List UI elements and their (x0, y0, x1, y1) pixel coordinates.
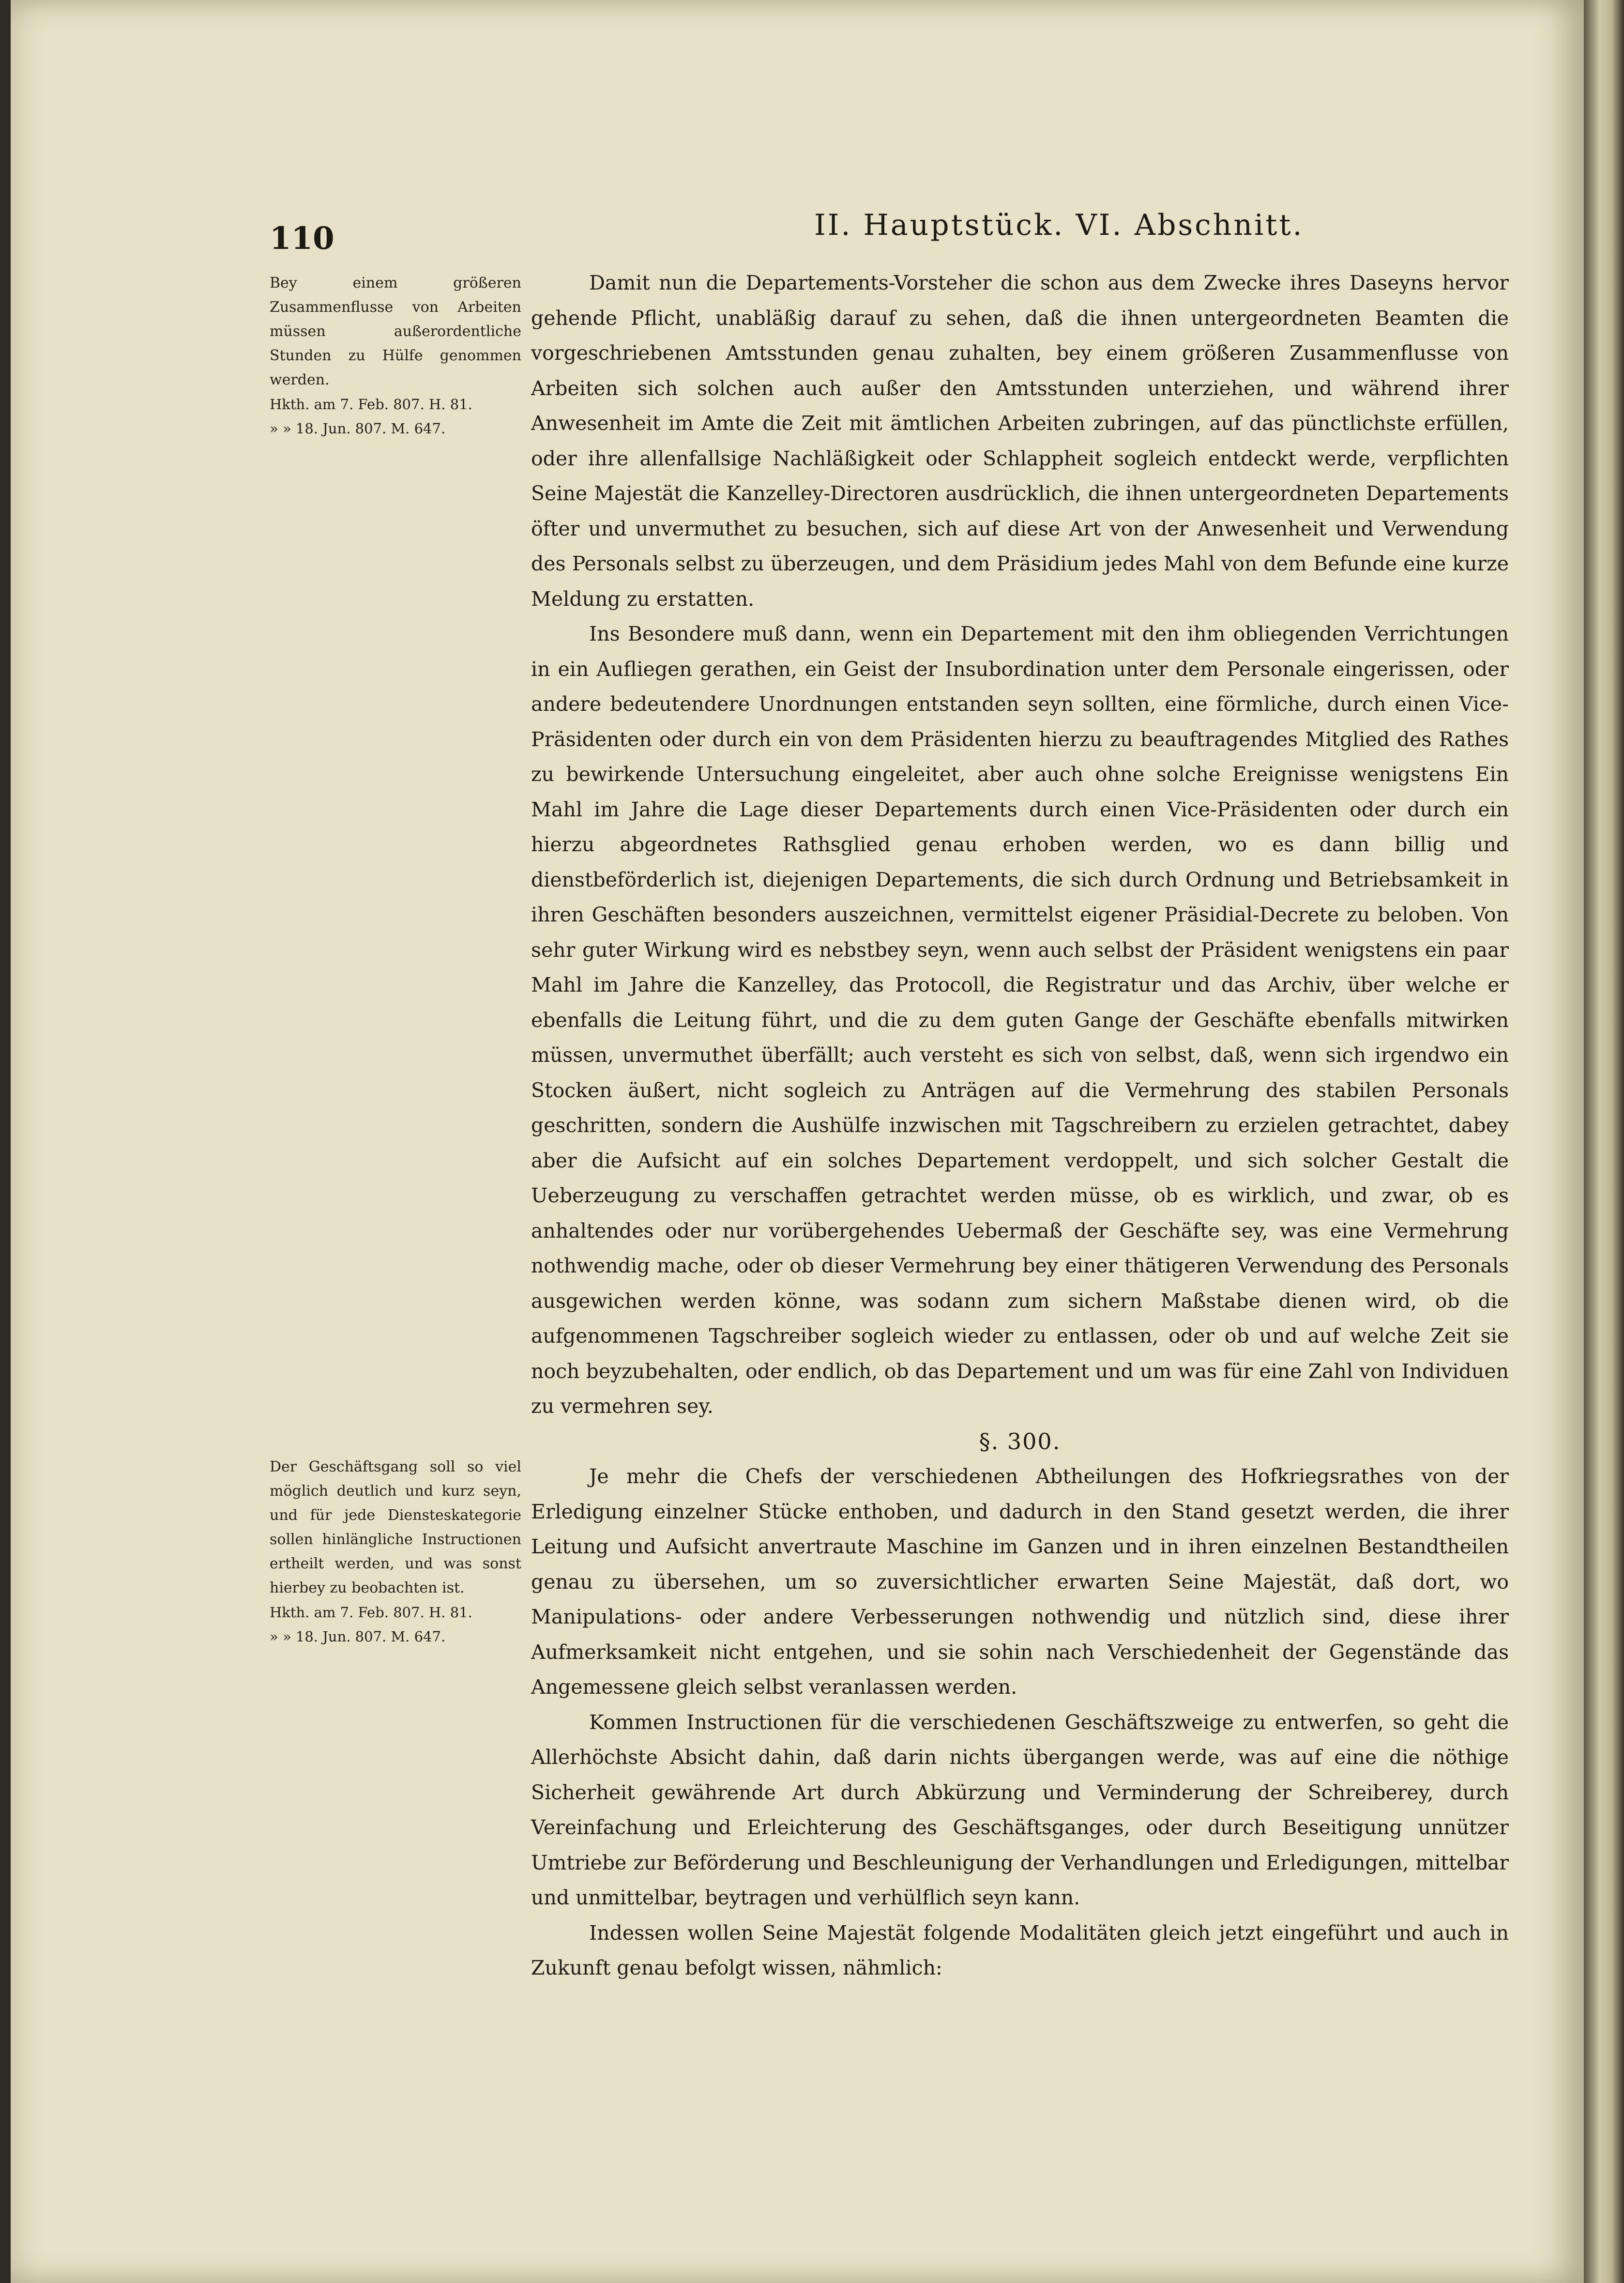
paragraph: Indessen wollen Seine Majestät folgende Modalitäten gleich jetzt eingeführt und auch in Zukunft genau befolgt wissen, nähmlich: (531, 1921, 1509, 1979)
margin-note-text: Der Geschäftsgang soll so viel möglich deutlich und kurz seyn, und für jede Diensteskategorie sollen hinlängliche Instructionen ertheilt werden, und was sonst hierbey zu beobachten ist. (270, 1458, 521, 1596)
margin-note-reference: Hkth. am 7. Feb. 807. H. 81. (270, 1604, 472, 1621)
book-spine-edge (1584, 0, 1624, 2283)
margin-note-overtime (270, 271, 521, 441)
margin-note-reference: » » 18. Jun. 807. M. 647. (270, 420, 446, 437)
paragraph: Je mehr die Chefs der verschiedenen Abtheilungen des Hofkriegsrathes von der Erledigung einzelner Stücke enthoben, und dadurch in den Stand gesetzt werden, die ihrer Leitung und Aufsicht anvertraute Maschine im Ganzen und in ihren einzelnen Bestandtheilen genau zu übersehen, um so zuversichtlicher erwarten Seine Majestät, daß dort, wo Manipulations- oder andere Verbesserungen nothwendig und nützlich sind, diese ihrer Aufmerksamkeit nicht entgehen, und sie sohin nach Verschiedenheit der Gegenstände das Angemessene gleich selbst veranlassen werden. (531, 1465, 1509, 1699)
running-head: II. Hauptstück. VI. Abschnitt. (814, 208, 1304, 242)
margin-note-reference: » » 18. Jun. 807. M. 647. (270, 1628, 446, 1645)
book-page (11, 0, 1584, 2283)
margin-note-text: Bey einem größeren Zusammenflusse von Arbeiten müssen außerordentliche Stunden zu Hülfe genommen werden. (270, 275, 521, 388)
paragraph: Kommen Instructionen für die verschiedenen Geschäftszweige zu entwerfen, so geht die Allerhöchste Absicht dahin, daß darin nichts übergangen werde, was auf eine die nöthige Sicherheit gewährende Art durch Abkürzung und Verminderung der Schreiberey, durch Vereinfachung und Erleichterung des Geschäftsganges, oder durch Beseitigung unnützer Umtriebe zur Beförderung und Beschleunigung der Verhandlungen und Erledigungen, mittelbar und unmittelbar, beytragen und verhülflich seyn kann. (531, 1710, 1509, 1909)
page-number: 110 (270, 220, 334, 257)
main-text (531, 265, 1509, 1986)
paragraph: Damit nun die Departements-Vorsteher die schon aus dem Zwecke ihres Daseyns hervor gehende Pflicht, unabläßig darauf zu sehen, daß die ihnen untergeordneten Beamten die vorgeschriebenen Amtsstunden genau zuhalten, bey einem größeren Zusammenflusse von Arbeiten sich solchen auch außer den Amtsstunden unterziehen, und während ihrer Anwesenheit im Amte die Zeit mit ämtlichen Arbeiten zubringen, auf das pünctlichste erfüllen, oder ihre allenfallsige Nachläßigkeit oder Schlappheit sogleich entdeckt werde, verpflichten Seine Majestät die Kanzelley-Directoren ausdrücklich, die ihnen untergeordneten Departements öfter und unvermuthet zu besuchen, sich auf diese Art von der Anwesenheit und Verwendung des Personals selbst zu überzeugen, und dem Präsidium jedes Mahl von dem Befunde eine kurze Meldung zu erstatten. (531, 271, 1509, 611)
section-heading: §. 300. (979, 1428, 1061, 1455)
margin-note-reference: Hkth. am 7. Feb. 807. H. 81. (270, 396, 472, 413)
margin-note-business-procedure (270, 1455, 521, 1649)
paragraph: Ins Besondere muß dann, wenn ein Departement mit den ihm obliegenden Verrichtungen in ein Aufliegen gerathen, ein Geist der Insubordination unter dem Personale eingerissen, oder andere bedeutendere Unordnungen entstanden seyn sollten, eine förmliche, durch einen Vice-Präsidenten oder durch ein von dem Präsidenten hierzu zu beauftragendes Mitglied des Rathes zu bewirkende Untersuchung eingeleitet, aber auch ohne solche Ereignisse wenigstens Ein Mahl im Jahre die Lage dieser Departements durch einen Vice-Präsidenten oder durch ein hierzu abgeordnetes Rathsglied genau erhoben werden, wo es dann billig und dienstbeförderlich ist, diejenigen Departements, die sich durch Ordnung und Betriebsamkeit in ihren Geschäften besonders auszeichnen, vermittelst eigener Präsidial-Decrete zu beloben. Von sehr guter Wirkung wird es nebstbey seyn, wenn auch selbst der Präsident wenigstens ein paar Mahl im Jahre die Kanzelley, das Protocoll, die Registratur und das Archiv, über welche er ebenfalls die Leitung führt, und die zu dem guten Gange der Geschäfte ebenfalls mitwirken müssen, unvermuthet überfällt; auch versteht es sich von selbst, daß, wenn sich irgendwo ein Stocken äußert, nicht sogleich zu Anträgen auf die Vermehrung des stabilen Personals geschritten, sondern die Aushülfe inzwischen mit Tagschreibern zu erzielen getrachtet, dabey aber die Aufsicht auf ein solches Departement verdoppelt, und sich solcher Gestalt die Ueberzeugung zu verschaffen getrachtet werden müsse, ob es wirklich, und zwar, ob es anhaltendes oder nur vorübergehendes Uebermaß der Geschäfte sey, was eine Vermehrung nothwendig mache, oder ob dieser Vermehrung bey einer thätigeren Verwendung des Personals ausgewichen werden könne, was sodann zum sichern Maßstabe dienen wird, ob die aufgenommenen Tagschreiber sogleich wieder zu entlassen, oder ob und auf welche Zeit sie noch beyzubehalten, oder endlich, ob das Departement und um was für eine Zahl von Individuen zu vermehren sey. (531, 622, 1509, 1418)
